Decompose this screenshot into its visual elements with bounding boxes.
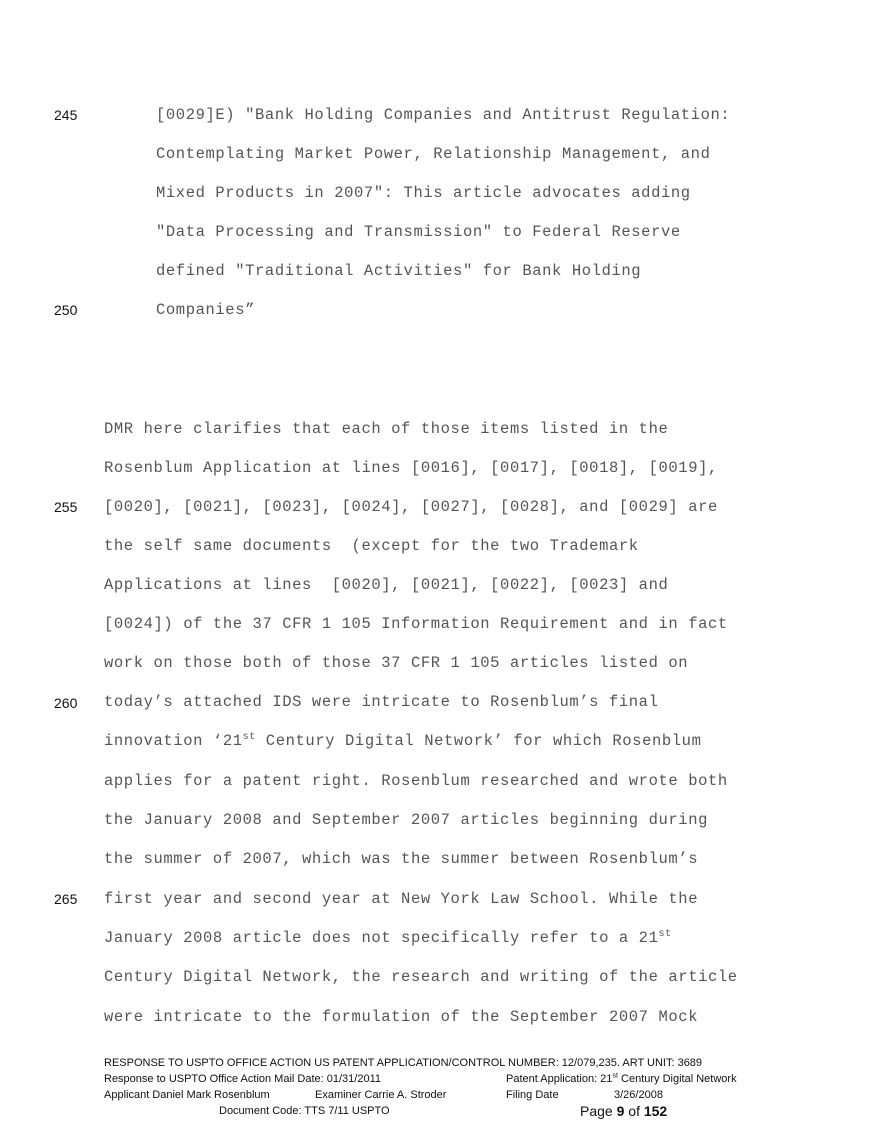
quote-line: [0029]E) "Bank Holding Companies and Antitrust Regulation: bbox=[156, 106, 731, 124]
footer-row bbox=[104, 1089, 804, 1105]
quote-line: defined "Traditional Activities" for Bank Holding bbox=[156, 262, 642, 280]
body-line: Century Digital Network, the research and writing of the article bbox=[104, 968, 738, 986]
quote-line: Companies” bbox=[156, 301, 256, 319]
body-line: the January 2008 and September 2007 articles beginning during bbox=[104, 811, 708, 829]
applicant: Applicant Daniel Mark Rosenblum bbox=[104, 1089, 270, 1101]
body-line: work on those both of those 37 CFR 1 105 articles listed on bbox=[104, 654, 689, 672]
body-line: first year and second year at New York Law School. While the bbox=[104, 890, 699, 908]
footer-header: RESPONSE TO USPTO OFFICE ACTION US PATENT APPLICATION/CONTROL NUMBER: 12/079,235. ART UNIT: 3689 bbox=[104, 1057, 703, 1069]
line-number: 245 bbox=[54, 107, 78, 123]
body-line: were intricate to the formulation of the September 2007 Mock bbox=[104, 1008, 699, 1026]
body-line: Rosenblum Application at lines [0016], [0017], [0018], [0019], bbox=[104, 459, 718, 477]
filing-date-label: Filing Date bbox=[506, 1089, 559, 1101]
superscript: st bbox=[658, 928, 672, 940]
line-number: 255 bbox=[54, 499, 78, 515]
body-line bbox=[104, 929, 672, 947]
page-number: Page 9 of 152 bbox=[580, 1103, 668, 1119]
body-text: innovation ‘21 bbox=[104, 732, 243, 750]
line-number: 265 bbox=[54, 891, 78, 907]
quote-line: Mixed Products in 2007": This article advocates adding bbox=[156, 184, 691, 202]
body-line: [0020], [0021], [0023], [0024], [0027], [0028], and [0029] are bbox=[104, 498, 718, 516]
examiner: Examiner Carrie A. Stroder bbox=[315, 1089, 447, 1101]
body-text: Century Digital Network’ for which Rosenblum bbox=[255, 732, 702, 750]
footer-row bbox=[104, 1057, 804, 1073]
line-number: 250 bbox=[54, 302, 78, 318]
body-line: Applications at lines [0020], [0021], [0022], [0023] and bbox=[104, 576, 669, 594]
footer-row bbox=[104, 1105, 804, 1121]
body-line: [0024]) of the 37 CFR 1 105 Information Requirement and in fact bbox=[104, 615, 728, 633]
patent-application: Patent Application: 21st Century Digital Network bbox=[506, 1071, 737, 1085]
body-line bbox=[104, 732, 701, 750]
body-line: the self same documents (except for the two Trademark bbox=[104, 537, 639, 555]
body-line: DMR here clarifies that each of those items listed in the bbox=[104, 420, 669, 438]
quote-line: Contemplating Market Power, Relationship Management, and bbox=[156, 145, 711, 163]
superscript: st bbox=[242, 731, 256, 743]
body-text: January 2008 article does not specifically refer to a 21 bbox=[104, 929, 659, 947]
page-footer bbox=[104, 1057, 804, 1121]
footer-row bbox=[104, 1073, 804, 1089]
line-number: 260 bbox=[54, 695, 78, 711]
quote-line: "Data Processing and Transmission" to Federal Reserve bbox=[156, 223, 681, 241]
document-code: Document Code: TTS 7/11 USPTO bbox=[219, 1105, 390, 1117]
filing-date: 3/26/2008 bbox=[614, 1089, 663, 1101]
body-line: applies for a patent right. Rosenblum researched and wrote both bbox=[104, 772, 728, 790]
body-line: today’s attached IDS were intricate to Rosenblum’s final bbox=[104, 693, 659, 711]
mail-date: Response to USPTO Office Action Mail Date: 01/31/2011 bbox=[104, 1073, 381, 1085]
body-line: the summer of 2007, which was the summer between Rosenblum’s bbox=[104, 850, 699, 868]
